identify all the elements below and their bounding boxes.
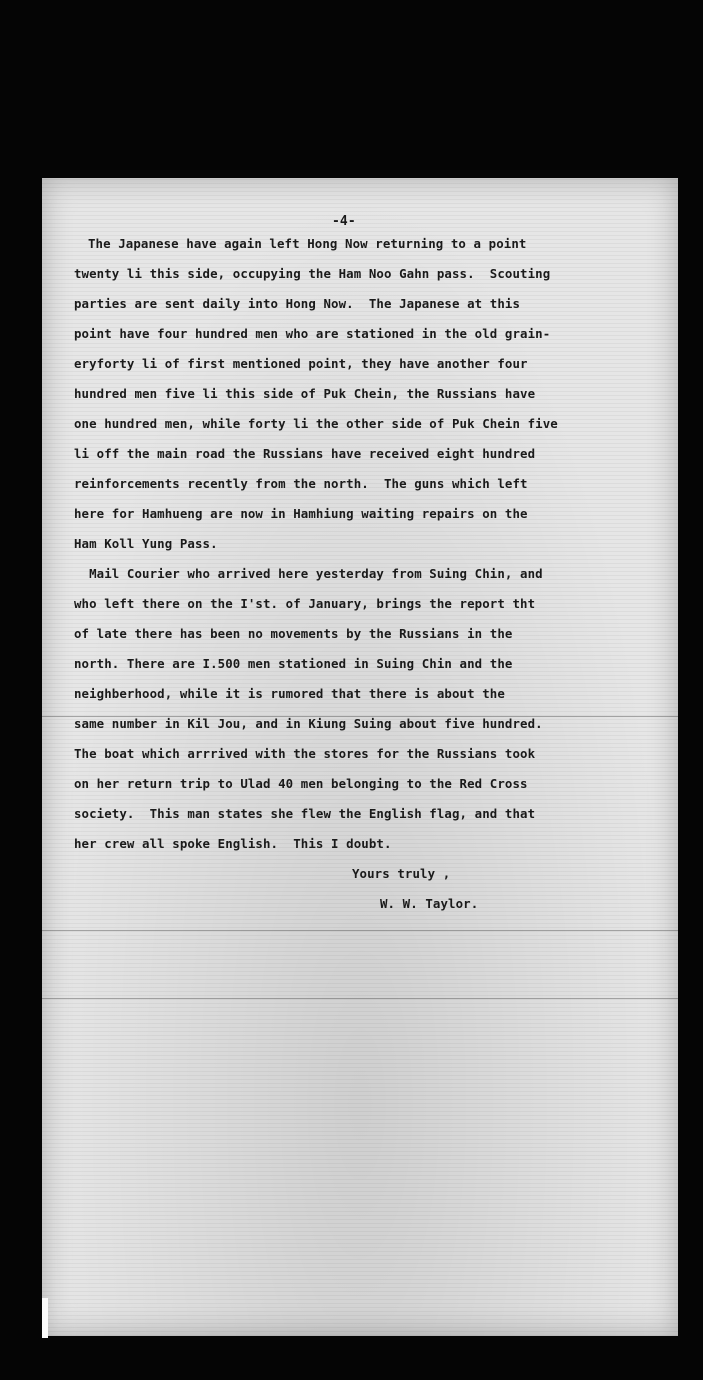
body-line: who left there on the I'st. of January, brings the report tht: [74, 596, 536, 611]
body-line: same number in Kil Jou, and in Kiung Suing about five hundred.: [74, 716, 543, 731]
body-line: one hundred men, while forty li the other side of Puk Chein five: [74, 416, 558, 431]
letter-closing: Yours truly ,: [352, 866, 451, 881]
letter-body: [74, 236, 664, 936]
body-line: on her return trip to Ulad 40 men belonging to the Red Cross: [74, 776, 528, 791]
body-line: reinforcements recently from the north. The guns which left: [74, 476, 528, 491]
body-line: The boat which arrrived with the stores for the Russians took: [74, 746, 536, 761]
body-line: her crew all spoke English. This I doubt.: [74, 836, 392, 851]
film-edge-mark: [42, 1298, 48, 1338]
horizontal-film-line: [42, 998, 678, 999]
letter-signature: W. W. Taylor.: [380, 896, 479, 911]
body-line: The Japanese have again left Hong Now returning to a point: [88, 236, 527, 251]
body-line: hundred men five li this side of Puk Chein, the Russians have: [74, 386, 536, 401]
document-page: [42, 178, 678, 1336]
body-line: north. There are I.500 men stationed in Suing Chin and the: [74, 656, 513, 671]
body-line: society. This man states she flew the English flag, and that: [74, 806, 536, 821]
body-line: eryforty li of first mentioned point, they have another four: [74, 356, 528, 371]
body-line: point have four hundred men who are stationed in the old grain-: [74, 326, 551, 341]
body-line: here for Hamhueng are now in Hamhiung waiting repairs on the: [74, 506, 528, 521]
body-line: neighberhood, while it is rumored that there is about the: [74, 686, 505, 701]
body-line: of late there has been no movements by the Russians in the: [74, 626, 513, 641]
body-line: Mail Courier who arrived here yesterday from Suing Chin, and: [74, 566, 543, 581]
body-line: parties are sent daily into Hong Now. The Japanese at this: [74, 296, 521, 311]
body-line: li off the main road the Russians have received eight hundred: [74, 446, 536, 461]
body-line: twenty li this side, occupying the Ham Noo Gahn pass. Scouting: [74, 266, 551, 281]
body-line: Ham Koll Yung Pass.: [74, 536, 218, 551]
page-number: -4-: [332, 214, 356, 229]
